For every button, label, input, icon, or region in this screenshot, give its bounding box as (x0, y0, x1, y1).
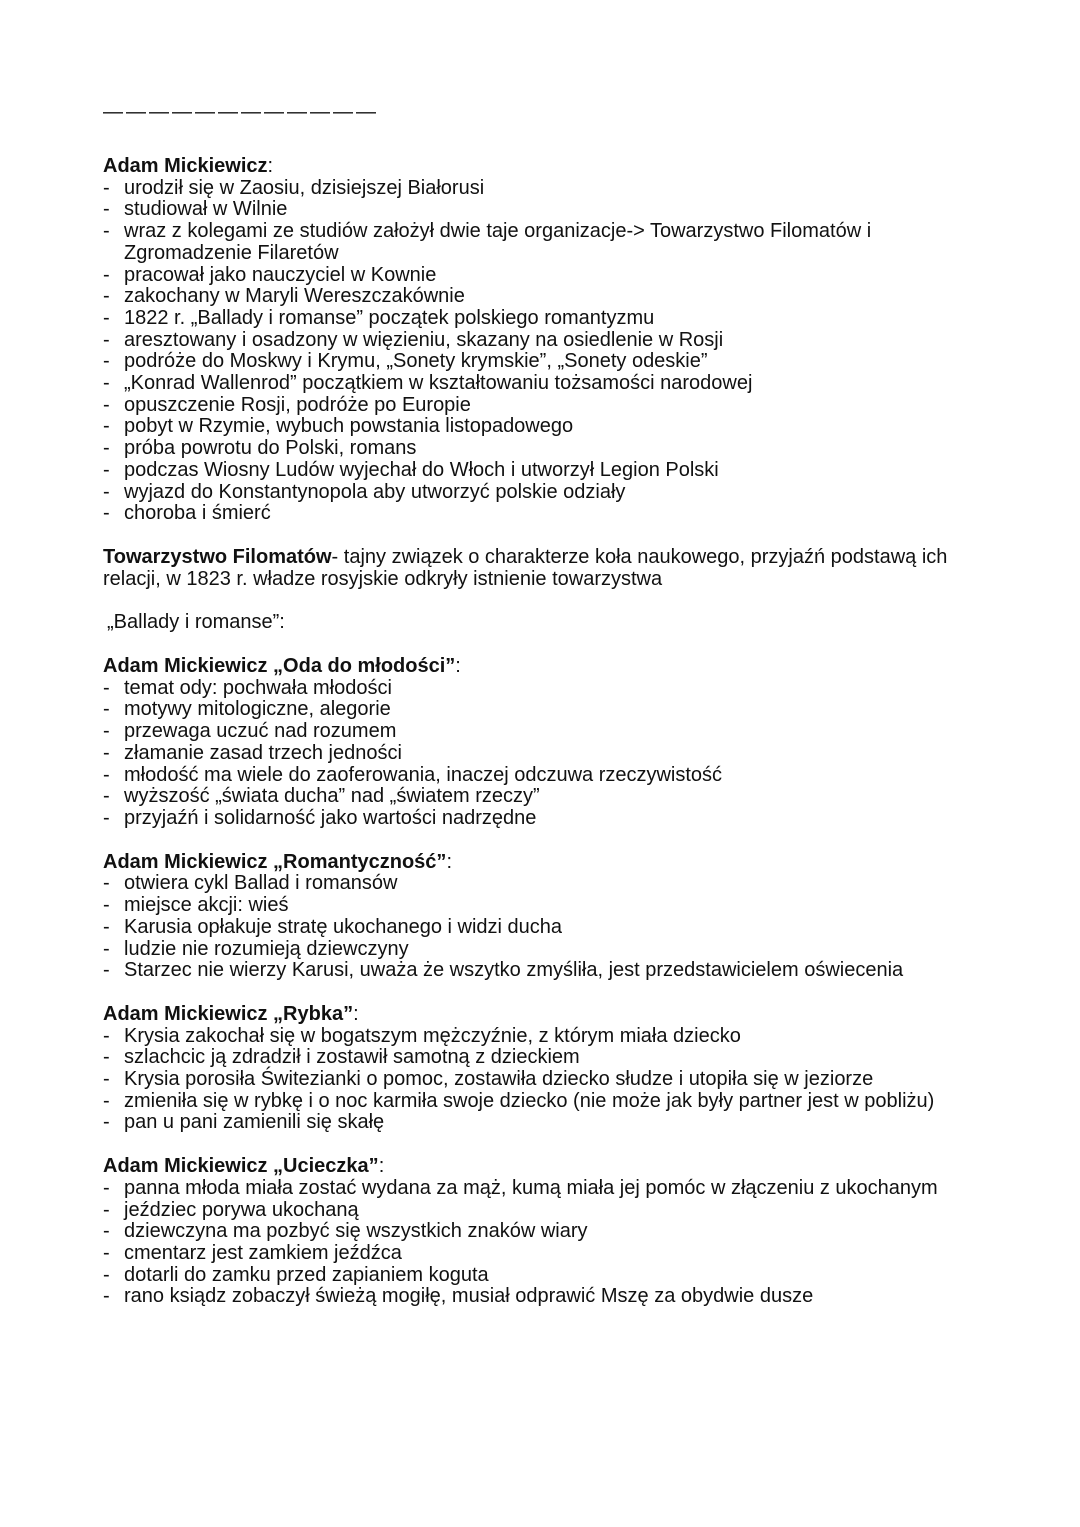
list-item: - opuszczenie Rosji, podróże po Europie (103, 395, 1003, 417)
list-item: - panna młoda miała zostać wydana za mąż, kumą miała jej pomóc w złączeniu z ukochanym (103, 1178, 1003, 1200)
list-item: - Krysia zakochał się w bogatszym mężczyźnie, z którym miała dziecko (103, 1026, 1003, 1048)
romantycznosc-heading (103, 852, 1003, 874)
list-item: - dziewczyna ma pozbyć się wszystkich znaków wiary (103, 1221, 1003, 1243)
rybka-title-suffix: : (353, 1002, 359, 1025)
list-item: - wyjazd do Konstantynopola aby utworzyć polskie odziały (103, 482, 1003, 504)
ucieczka-list (103, 1178, 1003, 1308)
list-item: - młodość ma wiele do zaoferowania, inaczej odczuwa rzeczywistość (103, 765, 1003, 787)
list-item: - Starzec nie wierzy Karusi, uważa że wszytko zmyśliła, jest przedstawicielem oświecenia (103, 960, 1003, 982)
list-item: - studiował w Wilnie (103, 199, 1003, 221)
list-item: - przewaga uczuć nad rozumem (103, 721, 1003, 743)
list-item: - otwiera cykl Ballad i romansów (103, 873, 1003, 895)
spacer (103, 634, 1003, 656)
oda-list (103, 678, 1003, 830)
list-item: - pan u pani zamienili się skałę (103, 1112, 1003, 1134)
list-item: - Krysia porosiła Świtezianki o pomoc, zostawiła dziecko słudze i utopiła się w jeziorze (103, 1069, 1003, 1091)
document-page (103, 102, 1003, 1308)
spacer (103, 525, 1003, 547)
biography-title: Adam Mickiewicz (103, 155, 268, 177)
list-item: - szlachcic ją zdradził i zostawił samotną z dzieckiem (103, 1047, 1003, 1069)
filomaci-definition (103, 547, 1003, 590)
ucieczka-heading (103, 1156, 1003, 1178)
spacer (103, 982, 1003, 1004)
list-item: - pracował jako nauczyciel w Kownie (103, 265, 1003, 287)
ucieczka-title: Adam Mickiewicz „Ucieczka” (103, 1155, 379, 1178)
section-ucieczka (103, 1156, 1003, 1308)
list-item: - przyjaźń i solidarność jako wartości nadrzędne (103, 808, 1003, 830)
list-item: - pobyt w Rzymie, wybuch powstania listopadowego (103, 416, 1003, 438)
list-item: - „Konrad Wallenrod” początkiem w kształtowaniu tożsamości narodowej (103, 373, 1003, 395)
list-item: - jeździec porywa ukochaną (103, 1200, 1003, 1222)
oda-heading (103, 656, 1003, 678)
oda-title-suffix: : (455, 655, 461, 678)
rybka-list (103, 1026, 1003, 1135)
list-item: - temat ody: pochwała młodości (103, 678, 1003, 700)
list-item: - choroba i śmierć (103, 503, 1003, 525)
section-rybka (103, 1004, 1003, 1134)
list-item: - wraz z kolegami ze studiów założył dwie taje organizacje-> Towarzystwo Filomatów i Zgromadzenie Filaretów (103, 221, 1003, 264)
list-item: - rano ksiądz zobaczył świeżą mogiłę, musiał odprawić Mszę za obydwie dusze (103, 1286, 1003, 1308)
oda-title: Adam Mickiewicz „Oda do młodości” (103, 655, 456, 678)
section-oda (103, 656, 1003, 830)
list-item: - podczas Wiosny Ludów wyjechał do Włoch i utworzył Legion Polski (103, 460, 1003, 482)
ballady-label: „Ballady i romanse”: (107, 611, 285, 634)
spacer (103, 1134, 1003, 1156)
list-item: - aresztowany i osadzony w więzieniu, skazany na osiedlenie w Rosji (103, 330, 1003, 352)
section-romantycznosc (103, 852, 1003, 982)
list-item: - zakochany w Maryli Wereszczakównie (103, 286, 1003, 308)
list-item: - miejsce akcji: wieś (103, 895, 1003, 917)
list-item: - podróże do Moskwy i Krymu, „Sonety krymskie”, „Sonety odeskie” (103, 351, 1003, 373)
list-item: - cmentarz jest zamkiem jeźdźca (103, 1243, 1003, 1265)
spacer (103, 590, 1003, 612)
list-item: - Karusia opłakuje stratę ukochanego i widzi ducha (103, 917, 1003, 939)
romantycznosc-title: Adam Mickiewicz „Romantyczność” (103, 850, 447, 873)
romantycznosc-list (103, 873, 1003, 982)
romantycznosc-title-suffix: : (446, 850, 452, 873)
list-item: - motywy mitologiczne, alegorie (103, 699, 1003, 721)
list-item: - zmieniła się w rybkę i o noc karmiła swoje dziecko (nie może jak były partner jest w pobliżu) (103, 1091, 1003, 1113)
ucieczka-title-suffix: : (378, 1155, 385, 1178)
list-item: - wyższość „świata ducha” nad „światem rzeczy” (103, 786, 1003, 808)
filomaci-text: - tajny związek o charakterze koła naukowego, przyjaźń podstawą ich relacji, w 1823 r. władze rosyjskie odkryły istnienie towarzystwa (103, 545, 948, 590)
biography-heading (103, 156, 1003, 178)
rybka-heading (103, 1004, 1003, 1026)
list-item: - urodził się w Zaosiu, dzisiejszej Białorusi (103, 178, 1003, 200)
top-divider: ———————————— (103, 101, 379, 123)
spacer (103, 830, 1003, 852)
biography-list (103, 178, 1003, 525)
list-item: - dotarli do zamku przed zapianiem koguta (103, 1265, 1003, 1287)
rybka-title: Adam Mickiewicz „Rybka” (103, 1002, 354, 1025)
list-item: - 1822 r. „Ballady i romanse” początek polskiego romantyzmu (103, 308, 1003, 330)
list-item: - złamanie zasad trzech jedności (103, 743, 1003, 765)
biography-title-suffix: : (267, 155, 274, 177)
filomaci-term: Towarzystwo Filomatów (103, 545, 332, 568)
section-biography (103, 156, 1003, 525)
list-item: - ludzie nie rozumieją dziewczyny (103, 939, 1003, 961)
list-item: - próba powrotu do Polski, romans (103, 438, 1003, 460)
